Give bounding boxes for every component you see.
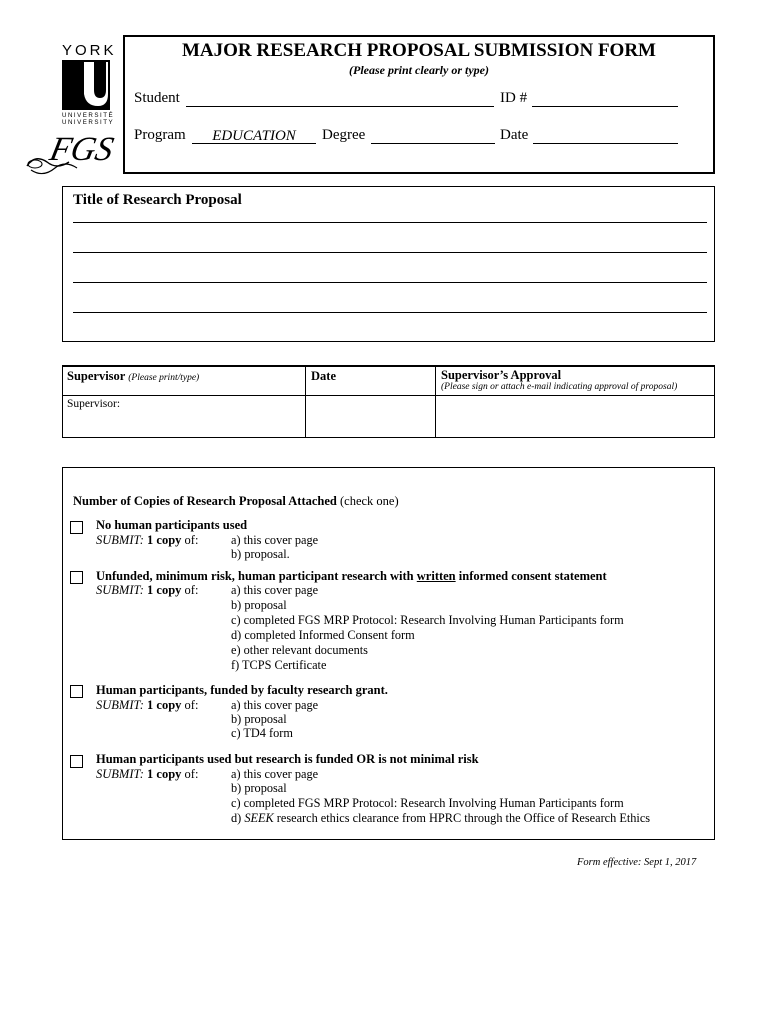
research-title-line-4[interactable] (73, 312, 707, 313)
option-4-title: Human participants used but research is funded OR is not minimal risk (96, 752, 479, 766)
option-4-item: c) completed FGS MRP Protocol: Research Involving Human Participants form (231, 796, 624, 810)
research-title-line-1[interactable] (73, 222, 707, 223)
supervisor-approval-cell[interactable] (436, 396, 714, 437)
universite-text: UNIVERSITÉ (62, 112, 115, 119)
option-3-item: c) TD4 form (231, 726, 293, 740)
student-label: Student (134, 90, 180, 106)
option-3-checkbox[interactable] (70, 685, 83, 698)
york-u-logo (62, 60, 110, 110)
option-4-item: b) proposal (231, 781, 287, 795)
supervisor-header-note: (Please print/type) (128, 373, 200, 383)
option-2-item: a) this cover page (231, 583, 319, 597)
approval-col-header: Supervisor’s Approval (441, 368, 562, 382)
option-3-title: Human participants, funded by faculty research grant. (96, 683, 388, 697)
option-1-checkbox[interactable] (70, 521, 83, 534)
student-field[interactable] (186, 90, 494, 107)
option-3-item: b) proposal (231, 712, 287, 726)
york-univ-text (62, 112, 114, 126)
degree-label: Degree (322, 127, 366, 143)
research-title-line-3[interactable] (73, 282, 707, 283)
option-1-submit (96, 533, 198, 548)
option-2-title (96, 569, 607, 584)
option-4-item-d-rest: research ethics clearance from HPRC through the Office of Research Ethics (276, 811, 651, 825)
approval-col-note: (Please sign or attach e-mail indicating approval of proposal) (441, 382, 678, 392)
research-title-box (62, 186, 715, 342)
option-4-submit (96, 767, 198, 782)
research-title-label: Title of Research Proposal (73, 192, 242, 208)
date-label: Date (500, 127, 529, 143)
option-1-title: No human participants used (96, 518, 248, 532)
option-1-item: b) proposal. (231, 547, 290, 561)
submit-word: SUBMIT: (96, 583, 144, 597)
supervisor-col-header (67, 369, 199, 384)
research-title-line-2[interactable] (73, 252, 707, 253)
option-2-item: e) other relevant documents (231, 643, 368, 657)
copy-of: of: (184, 767, 199, 781)
supervisor-header-text: Supervisor (67, 369, 126, 383)
option-4-item-d-prefix: d) (231, 811, 242, 825)
copy-count: 1 copy (147, 583, 182, 597)
option-2-title-pre: Unfunded, minimum risk, human participant research with (96, 569, 414, 583)
york-logo-text: YORK (62, 42, 117, 59)
copies-heading (73, 494, 399, 509)
option-4-checkbox[interactable] (70, 755, 83, 768)
copy-count: 1 copy (147, 767, 182, 781)
option-3-item: a) this cover page (231, 698, 319, 712)
id-field[interactable] (532, 90, 678, 107)
fgs-logo-text: FGS (46, 130, 117, 168)
option-2-title-post: informed consent statement (458, 569, 607, 583)
option-2-item: d) completed Informed Consent form (231, 628, 415, 642)
form-effective-date: Form effective: Sept 1, 2017 (577, 857, 697, 868)
supervisor-table-top-rule (62, 365, 715, 367)
option-4-item-d-seek: SEEK (244, 811, 274, 825)
id-label: ID # (500, 90, 528, 106)
program-field[interactable] (192, 127, 316, 144)
option-2-item: c) completed FGS MRP Protocol: Research Involving Human Participants form (231, 613, 624, 627)
copy-of: of: (184, 698, 199, 712)
university-text: UNIVERSITY (62, 119, 115, 126)
option-1-item: a) this cover page (231, 533, 319, 547)
form-title: MAJOR RESEARCH PROPOSAL SUBMISSION FORM (182, 40, 656, 61)
option-2-item: b) proposal (231, 598, 287, 612)
option-3-submit (96, 698, 198, 713)
copy-of: of: (184, 583, 199, 597)
option-2-item: f) TCPS Certificate (231, 658, 327, 672)
submit-word: SUBMIT: (96, 533, 144, 547)
date-field[interactable] (533, 127, 678, 144)
option-4-item-d (231, 811, 650, 826)
supervisor-date-cell[interactable] (306, 396, 435, 437)
form-subtitle: (Please print clearly or type) (349, 63, 489, 77)
copy-of: of: (184, 533, 199, 547)
program-label: Program (134, 127, 186, 143)
supervisor-row-label: Supervisor: (67, 398, 121, 410)
copy-count: 1 copy (147, 533, 182, 547)
date-col-header: Date (311, 369, 336, 383)
copy-count: 1 copy (147, 698, 182, 712)
option-2-title-underlined: written (416, 569, 456, 583)
degree-field[interactable] (371, 127, 495, 144)
option-2-checkbox[interactable] (70, 571, 83, 584)
fgs-logo (25, 128, 120, 181)
submit-word: SUBMIT: (96, 698, 144, 712)
submit-word: SUBMIT: (96, 767, 144, 781)
copies-heading-text: Number of Copies of Research Proposal Attached (73, 494, 337, 508)
copies-heading-note: (check one) (340, 494, 399, 508)
option-2-submit (96, 583, 198, 598)
option-4-item: a) this cover page (231, 767, 319, 781)
program-value: EDUCATION (212, 128, 296, 144)
